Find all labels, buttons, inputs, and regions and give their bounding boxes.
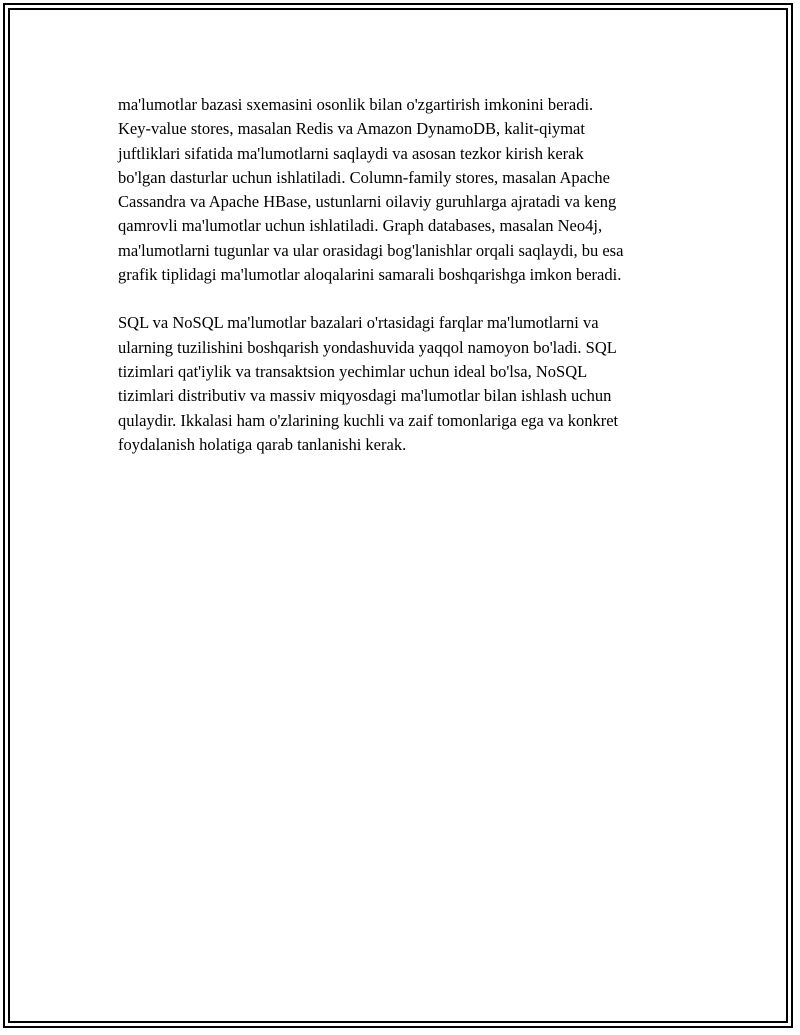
text-line: bo'lgan dasturlar uchun ishlatiladi. Column-family stores, masalan Apache xyxy=(118,167,610,187)
text-line: Cassandra va Apache HBase, ustunlarni oilaviy guruhlarga ajratadi va keng xyxy=(118,192,617,212)
text-line: tizimlari distributiv va massiv miqyosdagi ma'lumotlar bilan ishlash uchun xyxy=(118,386,612,406)
text-line: ma'lumotlarni tugunlar va ular orasidagi bog'lanishlar orqali saqlaydi, bu esa xyxy=(118,240,624,260)
document-body xyxy=(118,93,698,481)
text-line: tizimlari qat'iylik va transaktsion yechimlar uchun ideal bo'lsa, NoSQL xyxy=(118,361,588,381)
text-line: grafik tiplidagi ma'lumotlar aloqalarini samarali boshqarishga imkon beradi. xyxy=(118,265,622,285)
text-line: Key-value stores, masalan Redis va Amazon DynamoDB, kalit-qiymat xyxy=(118,119,585,139)
text-line: ularning tuzilishini boshqarish yondashuvida yaqqol namoyon bo'ladi. SQL xyxy=(118,337,617,357)
text-line: qulaydir. Ikkalasi ham o'zlarining kuchli va zaif tomonlariga ega va konkret xyxy=(118,410,619,430)
text-line: qamrovli ma'lumotlar uchun ishlatiladi. Graph databases, masalan Neo4j, xyxy=(118,216,603,236)
text-line: SQL va NoSQL ma'lumotlar bazalari o'rtasidagi farqlar ma'lumotlarni va xyxy=(118,313,599,333)
text-line: juftliklari sifatida ma'lumotlarni saqlaydi va asosan tezkor kirish kerak xyxy=(118,143,584,163)
text-line: ma'lumotlar bazasi sxemasini osonlik bilan o'zgartirish imkonini beradi. xyxy=(118,95,594,114)
paragraph-nosql-types xyxy=(118,93,698,287)
text-line: foydalanish holatiga qarab tanlanishi kerak. xyxy=(118,434,407,454)
paragraph-sql-vs-nosql xyxy=(118,311,698,457)
